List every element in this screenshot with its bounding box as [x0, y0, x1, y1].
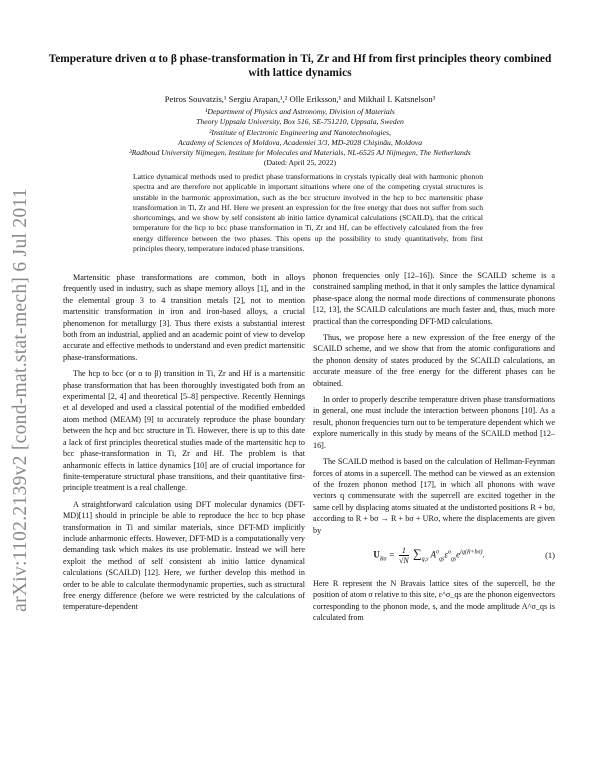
paragraph: In order to properly describe temperature driven phase transformations in general, one must include the interaction between phonons [10]. As a result, phonon frequencies turn out to be temperature dependent which we explore numerically in this study by means of the SCAILD method [12–16].: [313, 395, 555, 450]
arxiv-identifier: [4, 150, 38, 650]
affiliation-line: ²Institute of Electronic Engineering and Nanotechnologies,: [209, 127, 391, 137]
paragraph: Here R represent the N Bravais lattice sites of the supercell, bσ the position of atom σ relative to this site, ε^σ_qs are the phonon eigenvectors corresponding to the phonon mode, s, and the mode amplitude A^σ_qs is calculated from: [313, 578, 555, 622]
affiliation-line: ¹Department of Physics and Astronomy, Division of Materials: [205, 107, 395, 116]
right-column: [313, 270, 555, 623]
date-line: (Dated: April 25, 2022): [263, 158, 337, 167]
arxiv-id-text: arXiv:1102.2139v2 [cond-mat.stat-mech] 6 Jul 2011: [10, 188, 31, 612]
equation-1: [313, 546, 555, 566]
paragraph: The hcp to bcc (or α to β) transition in Ti, Zr and Hf is a martensitic phase transformation that has been thoroughly investigated both from an experimental [2, 4] and theoretical [5–8] perspective. Recently Hennings et al developed and used a classical potential of the modified embedded atom method (MEAM) [9] to accurately reproduce the phase boundary between the hcp and bcc structure in Ti. However, there is up to this date a lack of first principles theoretical studies made of the martensitic hcp to bcc phase-transformation in Ti, Zr and Hf. The problem is that anharmonic effects in lattice dynamics [10] are of crucial importance for finite-temperature structural phase transitions, and their quantitative first-principle treatment is a real challenge.: [63, 369, 305, 493]
paragraph: A straightforward calculation using DFT molecular dynamics (DFT-MD)[11] should in principle be able to reproduce the hcc to bcp phase transformation in Ti and similar materials, since DFT-MD implicitly include anharmonic effects. However, DFT-MD is a computationally very demanding task which makes its use problematic. Instead we will here exploit the method of self consistent ab initio lattice dynamical calculations (SCAILD) [12]. Here, we further develop this method in order to be able to calculate thermodynamic properties, such as structural free energy difference (before we were restricted by the calculations of temperature-dependent: [63, 499, 305, 612]
paragraph: Martensitic phase transformations are common, both in alloys frequently used in industry, such as shape memory alloys [1], and in the the elemental group 3 to 4 transition metals [2], not to mention martensitic transformation in iron and iron-based alloys, a crucial phenomenon for metallurgy [3]. Thus there exists a substantial interest both from an industrial, applied and an academic point of view to develop accurate and effective methods to understand and even predict martensitic phase-transformations.: [63, 273, 305, 362]
paper-title: Temperature driven α to β phase-transformation in Ti, Zr and Hf from first principles theory combined with lattice dynamics: [48, 53, 552, 79]
affiliations: [40, 107, 560, 158]
equation-number: (1): [545, 550, 555, 561]
affiliation-line: Theory Uppsala University, Box 516, SE-751210, Uppsala, Sweden: [196, 117, 404, 127]
abstract: Lattice dynamical methods used to predict phase transformations in crystals typically deal with harmonic phonon spectra and are therefore not applicable in important situations where one of the competing crystal structures is unstable in the harmonic approximation, such as the bcc structure involved in the hcp to bcc martensitic phase transformation in Ti, Zr and Hf. Here we present an expression for the free energy that does not suffer from such shortcomings, and we show by self consistent ab initio lattice dynamical calculations (SCAILD), that the critical temperature for the hcp to bcc phase transformation in Ti, Zr and Hf, can be effectively calculated from the free energy difference between the two phases. This opens up the possibility to study quantitatively, from first principles theory, temperature induced phase transitions.: [133, 172, 483, 254]
affiliation-line: ³Radboud University Nijmegen, Institute for Molecules and Materials, NL-6525 AJ Nijmegen, The Netherlands: [129, 148, 471, 158]
left-column: [63, 270, 305, 613]
equation-formula: $U_{R\sigma}$ = $\frac{1}{√N} \sum_{q,s}$ $A^\sigma_{qs}\varepsilon^\sigma_{qs}e^{iq(R+b\sigma)}$.: [373, 545, 485, 565]
affiliation-line: Academy of Sciences of Moldova, Academiei 3/3, MD-2028 Chişinău, Moldova: [177, 137, 423, 147]
author-list: Petros Souvatzis,¹ Sergiu Arapan,¹,² Olle Eriksson,¹ and Mikhail I. Katsnelson³: [164, 94, 436, 104]
paragraph: phonon frequencies only [12–16]). Since the SCAILD scheme is a constrained sampling method, in that it only samples the lattice dynamical phase-space along the normal mode directions of commensurate phonons [12, 13], the SCAILD calculations are much faster and, thus, much more practical than the corresponding DFT-MD calculations.: [313, 271, 555, 326]
paragraph: The SCAILD method is based on the calculation of Hellman-Feynman forces of atoms in a supercell. The method can be viewed as an extension of the frozen phonon method [17], in which all phonons with wave vectors q commensurate with the supercell are excited together in the same cell by displacing atoms situated at the undistorted positions R + bσ, according to R + bσ → R + bσ + URσ, where the displacements are given by: [313, 457, 555, 535]
paragraph: Thus, we propose here a new expression of the free energy of the SCAILD scheme, and we show that from the atomic configurations and the phonon density of states produced by the SCAILD calculations, an accurate measure of the free energy for the different phases can be obtained.: [313, 333, 555, 388]
